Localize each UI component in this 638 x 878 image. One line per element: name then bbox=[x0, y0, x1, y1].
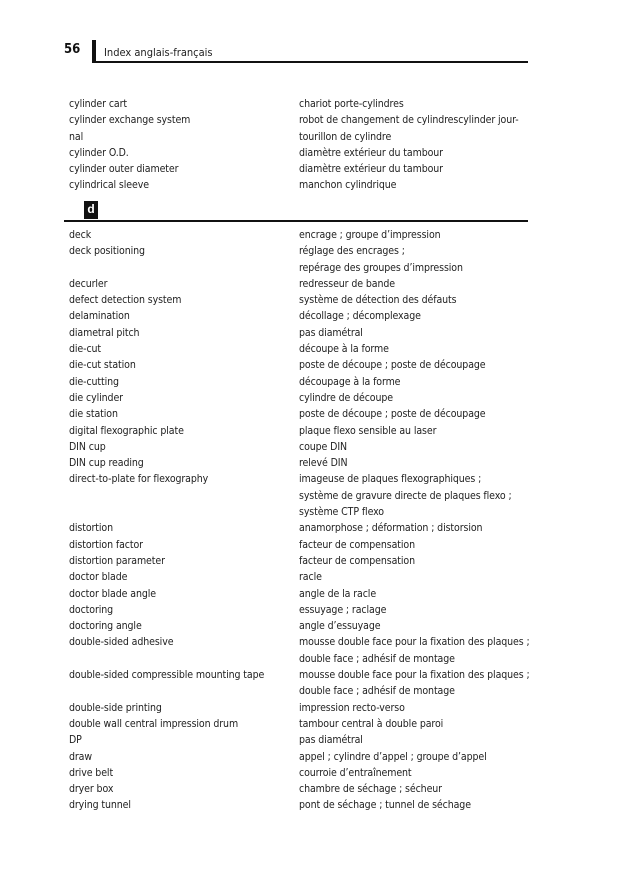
index-entry bbox=[69, 276, 539, 292]
entry-definition: cylindre de découpe bbox=[299, 391, 393, 404]
index-entry bbox=[69, 471, 539, 487]
entry-term: deck bbox=[69, 229, 92, 241]
entry-definition: impression recto-verso bbox=[299, 701, 405, 714]
index-entry bbox=[69, 553, 539, 569]
entry-definition: angle d’essuyage bbox=[299, 620, 381, 633]
entry-definition: anamorphose ; déformation ; distorsion bbox=[299, 522, 483, 535]
entry-term: cylinder outer diameter bbox=[69, 163, 179, 176]
index-entry bbox=[69, 618, 539, 634]
entry-definition: angle de la racle bbox=[299, 587, 377, 600]
entry-term: double-sided compressible mounting tape bbox=[69, 669, 265, 682]
entry-term: die-cut bbox=[69, 343, 102, 356]
entry-definition: chambre de séchage ; sécheur bbox=[299, 783, 442, 796]
entry-term: die-cutting bbox=[69, 375, 119, 388]
index-entry bbox=[69, 586, 539, 602]
entry-term: defect detection system bbox=[69, 294, 182, 307]
header-divider-bar bbox=[92, 40, 96, 62]
entry-term: DIN cup reading bbox=[69, 457, 144, 470]
entry-term: doctoring angle bbox=[69, 620, 142, 633]
index-entry bbox=[69, 406, 539, 422]
index-entry bbox=[69, 243, 539, 259]
entry-definition: racle bbox=[299, 571, 322, 584]
entry-term: diametral pitch bbox=[69, 326, 140, 339]
entry-definition: tambour central à double paroi bbox=[299, 717, 444, 730]
entry-definition: facteur de compensation bbox=[299, 538, 415, 551]
entry-term: distortion bbox=[69, 522, 113, 535]
page-number: 56 bbox=[64, 42, 81, 57]
index-entry bbox=[69, 683, 539, 699]
entry-definition: réglage des encrages ; bbox=[299, 245, 405, 258]
index-entry bbox=[69, 781, 539, 797]
entry-term: double-side printing bbox=[69, 701, 162, 714]
entry-definition: système CTP flexo bbox=[299, 506, 384, 519]
index-entry bbox=[69, 455, 539, 471]
entry-definition: redresseur de bande bbox=[299, 277, 395, 290]
entry-definition: pas diamétral bbox=[299, 326, 363, 339]
entry-definition: découpe à la forme bbox=[299, 343, 389, 356]
entry-term: digital flexographic plate bbox=[69, 424, 184, 437]
index-entry bbox=[69, 308, 539, 324]
entry-term: cylinder exchange system bbox=[69, 114, 191, 127]
entry-term: drying tunnel bbox=[69, 799, 131, 812]
entry-definition: système de détection des défauts bbox=[299, 294, 457, 307]
entry-definition: imageuse de plaques flexographiques ; bbox=[299, 473, 482, 486]
entry-definition: diamètre extérieur du tambour bbox=[299, 163, 443, 176]
entry-term: draw bbox=[69, 750, 92, 763]
entry-term: decurler bbox=[69, 277, 108, 290]
entry-definition: relevé DIN bbox=[299, 457, 348, 470]
entry-term: delamination bbox=[69, 310, 130, 323]
entry-term bbox=[69, 651, 299, 667]
entry-definition: robot de changement de cylindrescylinder jour- bbox=[299, 114, 519, 127]
entry-term: nal bbox=[69, 130, 84, 143]
index-entry bbox=[69, 96, 539, 112]
entry-term: distortion parameter bbox=[69, 554, 165, 567]
entry-definition: chariot porte-cylindres bbox=[299, 98, 404, 110]
index-entry bbox=[69, 177, 539, 193]
index-entry bbox=[69, 797, 539, 813]
entry-term: die-cut station bbox=[69, 359, 136, 372]
entry-term: DP bbox=[69, 734, 82, 747]
index-entry bbox=[69, 129, 539, 145]
index-entry bbox=[69, 634, 539, 650]
entry-definition: courroie d’entraînement bbox=[299, 766, 412, 779]
entry-term bbox=[69, 260, 299, 276]
entry-term: cylinder O.D. bbox=[69, 146, 129, 159]
entry-definition: poste de découpe ; poste de découpage bbox=[299, 408, 486, 421]
index-entry bbox=[69, 732, 539, 748]
entry-term: DIN cup bbox=[69, 440, 106, 453]
index-entry bbox=[69, 765, 539, 781]
index-entry bbox=[69, 325, 539, 341]
index-entry bbox=[69, 700, 539, 716]
entry-term: die station bbox=[69, 408, 118, 421]
index-entry bbox=[69, 749, 539, 765]
index-entry bbox=[69, 292, 539, 308]
index-entry bbox=[69, 390, 539, 406]
running-title: Index anglais-français bbox=[104, 46, 213, 59]
entry-definition: mousse double face pour la fixation des plaques ; bbox=[299, 669, 530, 682]
index-entry bbox=[69, 520, 539, 536]
entry-definition: diamètre extérieur du tambour bbox=[299, 146, 443, 159]
entry-term bbox=[69, 504, 299, 520]
entry-definition: pas diamétral bbox=[299, 734, 363, 747]
index-entry bbox=[69, 439, 539, 455]
entry-term: direct-to-plate for flexography bbox=[69, 473, 209, 486]
header-rule bbox=[92, 61, 528, 63]
entry-term: die cylinder bbox=[69, 391, 123, 404]
entry-term: double-sided adhesive bbox=[69, 636, 174, 649]
entry-definition: essuyage ; raclage bbox=[299, 603, 387, 616]
entry-definition: repérage des groupes d’impression bbox=[299, 261, 463, 274]
entry-definition: tourillon de cylindre bbox=[299, 130, 392, 143]
entry-definition: manchon cylindrique bbox=[299, 179, 397, 192]
entry-term: doctor blade angle bbox=[69, 587, 156, 600]
index-entry bbox=[69, 716, 539, 732]
index-entry bbox=[69, 537, 539, 553]
entry-term: drive belt bbox=[69, 766, 114, 779]
entry-term: doctor blade bbox=[69, 571, 128, 584]
entry-term: cylindrical sleeve bbox=[69, 179, 149, 192]
page-header bbox=[64, 38, 528, 64]
index-entries-c bbox=[69, 96, 539, 194]
entry-definition: mousse double face pour la fixation des plaques ; bbox=[299, 636, 530, 649]
entry-term: cylinder cart bbox=[69, 98, 127, 110]
index-entry bbox=[69, 602, 539, 618]
entry-definition: décollage ; décomplexage bbox=[299, 310, 421, 323]
entry-term bbox=[69, 683, 299, 699]
entry-term: doctoring bbox=[69, 603, 114, 616]
index-entry bbox=[69, 145, 539, 161]
entry-term bbox=[69, 488, 299, 504]
index-entry bbox=[69, 227, 539, 243]
section-rule bbox=[64, 220, 528, 222]
index-entry bbox=[69, 488, 539, 504]
section-letter: d bbox=[84, 201, 98, 219]
index-entry bbox=[69, 569, 539, 585]
entry-definition: pont de séchage ; tunnel de séchage bbox=[299, 799, 471, 812]
index-entry bbox=[69, 341, 539, 357]
entry-definition: poste de découpe ; poste de découpage bbox=[299, 359, 486, 372]
entry-definition: coupe DIN bbox=[299, 440, 347, 453]
entry-definition: double face ; adhésif de montage bbox=[299, 685, 455, 698]
entry-definition: appel ; cylindre d’appel ; groupe d’appel bbox=[299, 750, 487, 763]
index-entry bbox=[69, 161, 539, 177]
section-heading-d bbox=[64, 201, 528, 223]
index-entry bbox=[69, 260, 539, 276]
entry-definition: plaque flexo sensible au laser bbox=[299, 424, 437, 437]
entry-term: distortion factor bbox=[69, 538, 143, 551]
entry-definition: découpage à la forme bbox=[299, 375, 401, 388]
entry-definition: double face ; adhésif de montage bbox=[299, 652, 455, 665]
index-entry bbox=[69, 504, 539, 520]
index-entry bbox=[69, 667, 539, 683]
entry-term: deck positioning bbox=[69, 245, 145, 258]
entry-definition: système de gravure directe de plaques flexo ; bbox=[299, 489, 512, 502]
index-entry bbox=[69, 112, 539, 128]
entry-term: dryer box bbox=[69, 783, 114, 796]
index-entry bbox=[69, 374, 539, 390]
entry-definition: encrage ; groupe d’impression bbox=[299, 229, 441, 241]
index-entries-d bbox=[69, 227, 539, 814]
entry-term: double wall central impression drum bbox=[69, 717, 239, 730]
index-entry bbox=[69, 651, 539, 667]
entry-definition: facteur de compensation bbox=[299, 554, 415, 567]
index-entry bbox=[69, 423, 539, 439]
index-entry bbox=[69, 357, 539, 373]
